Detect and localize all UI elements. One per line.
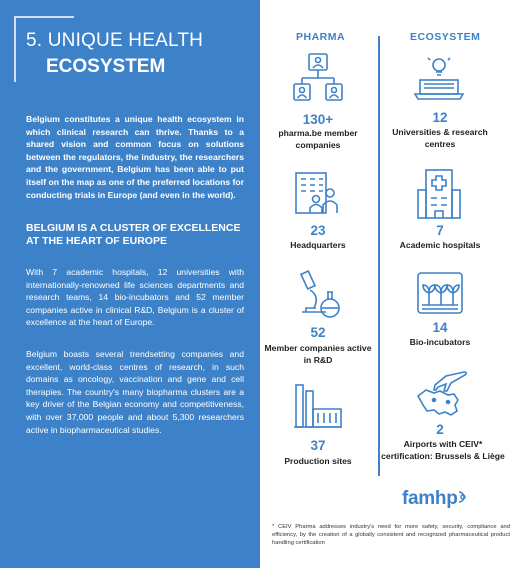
eco-stat-label-4: Airports with CEIV* certification: Brussels & Liège bbox=[381, 439, 505, 461]
ecosystem-column-heading: ECOSYSTEM bbox=[410, 31, 481, 43]
pharma-stat-value-4: 37 bbox=[310, 438, 326, 453]
column-divider bbox=[378, 36, 380, 476]
pharma-stat-value-2: 23 bbox=[310, 223, 326, 238]
eco-stat-label-1: Universities & research centres bbox=[392, 127, 488, 149]
cluster-paragraph: With 7 academic hospitals, 12 universities with internationally-renowned life sciences departments and research teams, 14 bio-incubators and 52 member companies active in clinical R&D, Belgium is a cluster of excellence at the heart of Europe. bbox=[26, 267, 244, 328]
left-panel bbox=[0, 0, 260, 568]
plant-incubator-icon bbox=[416, 271, 464, 317]
famhp-logo-mark-icon bbox=[456, 488, 470, 506]
pharma-column-heading: PHARMA bbox=[296, 31, 346, 43]
pharma-stat-value-3: 52 bbox=[310, 325, 326, 340]
eco-stat-value-1: 12 bbox=[432, 110, 448, 125]
section-title-line1: 5. UNIQUE HEALTH bbox=[26, 30, 204, 51]
title-frame-bar bbox=[14, 16, 16, 82]
pharma-stat-value-1: 130+ bbox=[302, 112, 334, 127]
title-frame-top bbox=[14, 16, 74, 18]
pharma-stat-label-3: Member companies active in R&D bbox=[264, 343, 372, 365]
eco-stat-value-3: 14 bbox=[432, 320, 448, 335]
pharma-stat-label-1: pharma.be member companies bbox=[278, 128, 358, 150]
subheading: BELGIUM IS A CLUSTER OF EXCELLENCE AT THE HEART OF EUROPE bbox=[26, 222, 241, 247]
intro-paragraph: Belgium constitutes a unique health ecosystem in which clinical research can thrive. Thanks to a shared vision and common focus on solutions between the regulators, the industry, the researchers and the government, Belgium has been able to put itself on the map as one of the preferred locations for conducting trials in Europe (and even in the world). bbox=[26, 114, 244, 200]
microscope-flask-icon bbox=[294, 270, 344, 320]
eco-stat-value-2: 7 bbox=[436, 223, 444, 238]
biopharma-paragraph: Belgium boasts several trendsetting companies and excellent, world-class centres of research, in such domains as oncology, vaccination and gene and cell therapies. The country's many biopharma clusters are a key driver of the Belgian economy and competitiveness, with over 37,000 people and about 5,300 researchers active in biopharmaceutical studies. bbox=[26, 349, 244, 435]
lightbulb-laptop-icon bbox=[412, 56, 466, 102]
airplane-map-icon bbox=[414, 370, 470, 420]
section-title-line2: ECOSYSTEM bbox=[46, 56, 166, 77]
factory-icon bbox=[292, 383, 344, 431]
footnote: * CEIV Pharma addresses industry's need for more safety, security, compliance and efficiency, by the creation of a globally consistent and recognized pharmaceutical product handling certification bbox=[272, 524, 510, 546]
eco-stat-label-2: Academic hospitals bbox=[399, 240, 481, 250]
eco-stat-label-3: Bio-incubators bbox=[409, 337, 471, 347]
org-chart-icon bbox=[293, 52, 343, 104]
famhp-logo: famhp bbox=[402, 488, 458, 509]
pharma-stat-label-4: Production sites bbox=[284, 456, 352, 466]
eco-stat-value-4: 2 bbox=[436, 422, 444, 437]
office-people-icon bbox=[294, 171, 344, 217]
pharma-stat-label-2: Headquarters bbox=[290, 240, 346, 250]
hospital-icon bbox=[416, 168, 462, 220]
